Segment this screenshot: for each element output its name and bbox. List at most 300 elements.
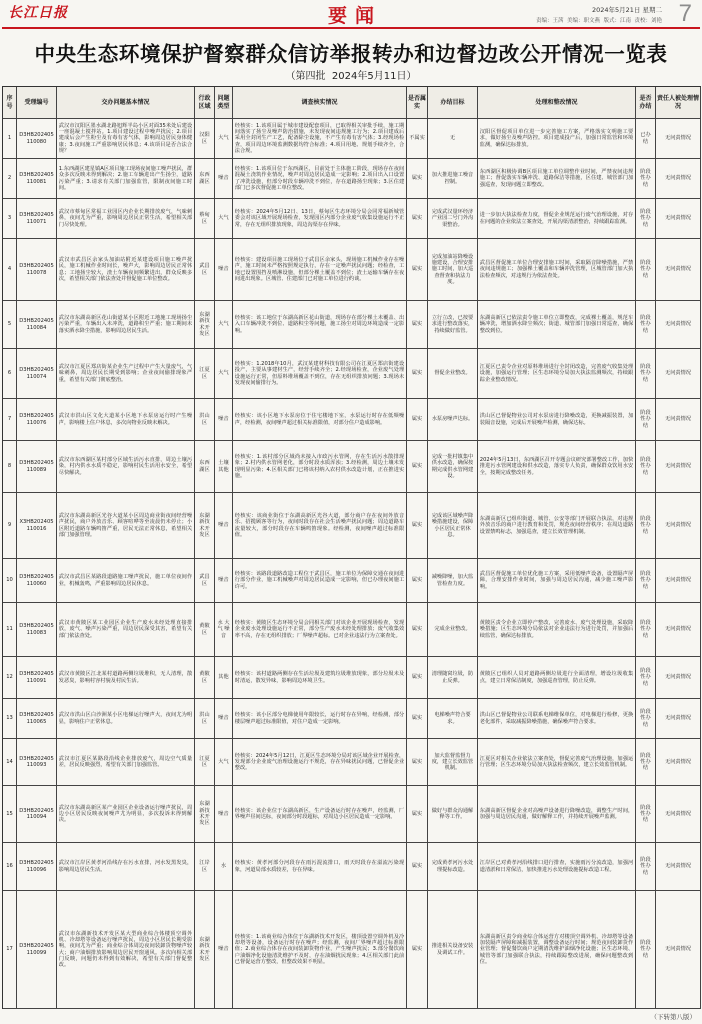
investigation-text: 经核实：该小区部分电梯使用年限较长，运行时存在异响，经检测，部分楼层噪声超过标准限值，对住户造成一定影响。 <box>234 712 405 725</box>
investigation-text: 经核实：该工地位于东湖高新区花山街道，现场存在部分裸土未覆盖、出入口车辆冲洗不到位、道路积尘等问题，施工扬尘对周边环境造成一定影响。 <box>234 315 405 334</box>
issue-summary-text: 武汉市黄陂区江北某村道路两侧垃圾堆积，无人清理，散发恶臭，影响村容村貌及村民生活。 <box>58 671 193 684</box>
cell-district <box>195 739 215 786</box>
status-text: 阶段性办结 <box>640 457 651 476</box>
cell-issue-summary <box>57 119 195 159</box>
cell-issue-summary <box>57 159 195 199</box>
column-header-verified: 是否属实 <box>407 87 428 119</box>
cell-case-id <box>17 493 57 559</box>
cell-target <box>428 843 478 891</box>
issue-type-text: 噪音 <box>218 522 229 529</box>
cell-status <box>636 559 656 603</box>
cell-case-id <box>17 441 57 493</box>
handling-text: 东湖高新区督促企业对高噪声设备进行降噪改造，调整生产时间，加强与周边居民沟通，做好解释工作，并持续开展噪声监测。 <box>479 807 634 820</box>
verified-text: 属实 <box>411 810 423 817</box>
cell-case-id <box>17 657 57 699</box>
cell-investigation <box>233 441 407 493</box>
district-text: 武昌区 <box>199 574 210 587</box>
row-number-text: 15 <box>6 810 13 817</box>
cell-case-id <box>17 739 57 786</box>
cell-target <box>428 119 478 159</box>
cell-issue-type <box>215 119 233 159</box>
issue-summary-text: 武汉市江夏区某路段沿线企业排放废气，周边空气质量差，居民反映强烈，希望有关部门加强监管。 <box>58 755 193 768</box>
target-text: 完成一批村镇集中供水改造，确保按期完成供水管网建设。 <box>431 453 474 479</box>
accountability-text: 无问责情况 <box>665 522 691 529</box>
data-table <box>2 86 701 1009</box>
status-text: 阶段性办结 <box>640 620 651 639</box>
cell-issue-type <box>215 739 233 786</box>
cell-status <box>636 159 656 199</box>
cell-handling <box>478 159 636 199</box>
cell-investigation <box>233 786 407 843</box>
cell-status <box>636 843 656 891</box>
cell-target <box>428 559 478 603</box>
district-text: 黄陂区 <box>199 671 210 684</box>
cell-district <box>195 159 215 199</box>
district-text: 蔡甸区 <box>199 212 210 225</box>
issue-type-text: 噪音 <box>218 175 229 182</box>
case-id-text: D3HB202405110099 <box>19 943 54 956</box>
status-text: 阶段性办结 <box>640 571 651 590</box>
issue-date: 2024年5月21日 星期二 <box>591 6 662 14</box>
cell-status <box>636 786 656 843</box>
issue-type-text: 噪音 <box>218 946 229 953</box>
cell-handling <box>478 493 636 559</box>
cell-accountability <box>656 891 701 1009</box>
cell-investigation <box>233 399 407 441</box>
cell-target <box>428 399 478 441</box>
column-header-status: 是否办结 <box>636 87 656 119</box>
target-text: 完成武汉量环经济产业园二号门外沟渠整治。 <box>431 209 474 228</box>
cell-district <box>195 399 215 441</box>
cell-accountability <box>656 559 701 603</box>
cell-verified <box>407 603 428 657</box>
table-row <box>3 699 701 739</box>
accountability-text: 无问责情况 <box>665 321 691 328</box>
cell-row-number <box>3 239 17 301</box>
cell-target <box>428 891 478 1009</box>
cell-investigation <box>233 493 407 559</box>
cell-accountability <box>656 119 701 159</box>
handling-text: 汉阳区督促项目单位进一步完善施工方案，严格落实文明施工要求，做好扬尘及噪声防控。项目建成投产后，加强日常监管和环境监测，确保达标排放。 <box>479 129 634 148</box>
issue-summary-text: 武汉市汉阳区墨水湖北路旭辉半岛小区对面35米处后建设一座混凝土搅拌站。1.项目建设过程中噪声扰民；2.项目建成后会产生粉尘及有毒有害气体，影响周边居民身体健康；3.夜间施工严重影响居民休息；4.该项目是否合法合规？ <box>58 122 193 154</box>
handling-text: 江岸区已对黄孝河沿线排口进行排查，实施雨污分流改造，加强河道清淤和日常保洁，加快推进污水处理设施提标改造工程。 <box>479 860 634 873</box>
cell-issue-summary <box>57 843 195 891</box>
case-id-text: D3HB202405110065 <box>19 712 54 725</box>
verified-text: 属实 <box>411 370 423 377</box>
verified-text: 属实 <box>411 946 423 953</box>
row-number-text: 10 <box>6 577 13 584</box>
accountability-text: 无问责情况 <box>665 370 691 377</box>
accountability-text: 无问责情况 <box>665 946 691 953</box>
handling-text: 东西湖区积极协调B区项目施工单位调整作业时间，严禁夜间违规施工；督促落实车辆冲洗、道路保洁等措施，区住建、城管部门加强巡查，发现问题立即整改。 <box>479 169 634 188</box>
cell-district <box>195 657 215 699</box>
cell-district <box>195 119 215 159</box>
cell-case-id <box>17 559 57 603</box>
accountability-text: 无问责情况 <box>665 175 691 182</box>
target-text: 电梯噪声符合要求。 <box>434 712 471 725</box>
table-row <box>3 739 701 786</box>
cell-accountability <box>656 349 701 399</box>
accountability-text: 无问责情况 <box>665 758 691 765</box>
target-text: 完成加油站降噪设施建设，合理安排施工时间，加大巡查督查和执法力度。 <box>431 253 474 285</box>
cell-verified <box>407 199 428 239</box>
cell-handling <box>478 657 636 699</box>
handling-text: 东湖高新区已依法责令施工单位立即整改，完成裸土覆盖，规范车辆冲洗，增加洒水降尘频次；街道、城管部门加强日常巡查，确保整改到位。 <box>479 315 634 334</box>
cell-accountability <box>656 699 701 739</box>
case-id-text: D3HB202405110074 <box>19 367 54 380</box>
table-row <box>3 843 701 891</box>
verified-text: 属实 <box>411 863 423 870</box>
issue-summary-text: 武汉市蔡甸区常福工业园区内企业长期排放废气，气味刺鼻，夜间尤为严重，影响周边居民正常生活，希望相关部门尽快处理。 <box>58 209 193 228</box>
cell-investigation <box>233 657 407 699</box>
row-number-text: 7 <box>7 416 12 423</box>
cell-handling <box>478 239 636 301</box>
cell-issue-type <box>215 843 233 891</box>
cell-accountability <box>656 657 701 699</box>
accountability-text: 无问责情况 <box>665 416 691 423</box>
table-row <box>3 786 701 843</box>
accountability-text: 无问责情况 <box>665 215 691 222</box>
status-text: 阶段性办结 <box>640 315 651 334</box>
column-header-target: 办结目标 <box>428 87 478 119</box>
issue-summary-text: 武汉市武昌区某路段道路施工噪声扰民，施工单位夜间作业，机械轰鸣，严重影响周边居民休息。 <box>58 574 193 587</box>
status-text: 阶段性办结 <box>640 668 651 687</box>
issue-summary-text: 武汉市东湖高新区光谷大道某小区周边商业街夜间经营噪声扰民，商户外放音乐、顾客喧哗等至凌晨仍未停止；小区附近道路车辆鸣笛严重，居民无法正常休息，希望相关部门加强管理。 <box>58 512 193 538</box>
case-id-text: D3HB202405110091 <box>19 671 54 684</box>
table-title: 中央生态环境保护督察群众信访举报转办和边督边改公开情况一览表 <box>34 42 668 66</box>
cell-verified <box>407 441 428 493</box>
investigation-text: 经核实：1.2018年10月，武汉某建材科技有限公司在江夏区郑店街建设投产，主要从事建材生产，经营手续齐全；2.经现场检查，企业废气处理设施运行正常，但原料堆场覆盖不到位，存在无组织排放问题；3.现场未发现夜间偷排行为。 <box>234 360 405 386</box>
cell-target <box>428 239 478 301</box>
cell-accountability <box>656 493 701 559</box>
table-row <box>3 399 701 441</box>
accountability-text: 无问责情况 <box>665 863 691 870</box>
cell-verified <box>407 239 428 301</box>
cell-verified <box>407 399 428 441</box>
table-row <box>3 441 701 493</box>
issue-summary-text: 武汉市东湖高新区某产业园区企业设备运行噪声扰民，周边小区居民反映夜间噪声尤为明显，多次投诉未得到解决。 <box>58 804 193 824</box>
row-number-text: 5 <box>7 321 12 328</box>
issue-summary-text: 武汉市江岸区黄孝河沿线存在污水直排，河水发黑发臭，影响周边居民生活。 <box>58 860 193 873</box>
handling-text: 洪山区已督促物业公司联系电梯维保单位，对电梯进行检修，更换老化部件，采取减振降噪措施，确保噪声符合要求。 <box>479 712 634 725</box>
cell-verified <box>407 559 428 603</box>
issue-type-text: 大气 <box>218 321 229 328</box>
header-rule <box>2 27 700 29</box>
cell-district <box>195 843 215 891</box>
cell-target <box>428 301 478 349</box>
cell-handling <box>478 301 636 349</box>
cell-investigation <box>233 199 407 239</box>
cell-case-id <box>17 159 57 199</box>
cell-accountability <box>656 239 701 301</box>
table-row <box>3 559 701 603</box>
cell-handling <box>478 603 636 657</box>
cell-issue-type <box>215 657 233 699</box>
target-text: 减噪降噪，加大监管检查力度。 <box>431 574 474 587</box>
cell-case-id <box>17 786 57 843</box>
cell-handling <box>478 559 636 603</box>
issue-type-text: 其他 <box>218 674 229 681</box>
cell-status <box>636 399 656 441</box>
cell-issue-type <box>215 493 233 559</box>
cell-handling <box>478 739 636 786</box>
column-header-accountability: 责任人被处理情况 <box>656 87 701 119</box>
row-number-text: 2 <box>7 175 12 182</box>
investigation-text: 经核实：该路段道路改造工程位于武昌区，施工单位为保障交通在夜间进行部分作业，施工机械噪声对周边居民造成一定影响，但已办理夜间施工许可。 <box>234 571 405 590</box>
investigation-text: 经核实：1.该村部分区域尚未接入市政污水管网，存在生活污水散排现象；2.村内供水管网老化，部分时段水质浑浊；3.经检测，周边土壤未发现明显污染；4.区相关部门已将该村纳入农村供水改造计划，正在推进实施。 <box>234 453 405 479</box>
cell-row-number <box>3 199 17 239</box>
issue-summary-text: 武汉市黄陂区某工业园区企业生产废水未经处理直接排放，废气、噪声污染严重，周边居民深受其害，希望有关部门依法查处。 <box>58 620 193 639</box>
case-id-text: D3HB202405110060 <box>19 574 54 587</box>
cell-status <box>636 119 656 159</box>
cell-investigation <box>233 739 407 786</box>
cell-investigation <box>233 843 407 891</box>
cell-issue-type <box>215 891 233 1009</box>
status-text: 阶段性办结 <box>640 709 651 728</box>
cell-accountability <box>656 199 701 239</box>
cell-status <box>636 891 656 1009</box>
cell-target <box>428 657 478 699</box>
handling-text: 武昌区督促施工单位合理安排施工时间，采取隔音降噪措施，严禁夜间违规施工；加强裸土覆盖和车辆冲洗管理，区城管部门加大执法检查频次，对违规行为依法查处。 <box>479 260 634 279</box>
cell-district <box>195 493 215 559</box>
district-text: 江夏区 <box>199 367 210 380</box>
case-id-text: D3HB202405110081 <box>19 172 54 185</box>
district-text: 东湖新技术开发区 <box>199 801 210 827</box>
cell-accountability <box>656 159 701 199</box>
row-number-text: 4 <box>7 266 12 273</box>
cell-issue-type <box>215 349 233 399</box>
cell-issue-summary <box>57 441 195 493</box>
accountability-text: 无问责情况 <box>665 266 691 273</box>
accountability-text: 无问责情况 <box>665 135 691 142</box>
cell-row-number <box>3 699 17 739</box>
cell-issue-type <box>215 399 233 441</box>
cell-issue-summary <box>57 349 195 399</box>
target-text: 加大推进施工噪音控制。 <box>431 172 474 185</box>
table-header-row <box>3 87 701 119</box>
case-id-text: X3HB202405110016 <box>19 519 54 532</box>
cell-verified <box>407 301 428 349</box>
target-text: 清理随窝垃圾，防止反弹。 <box>431 671 474 684</box>
handling-text: 洪山区已督促物业公司对水泵房进行降噪改造，更换减振装置，加装隔音设施，完成后开展噪声检测，确保达标。 <box>479 413 634 426</box>
target-text: 做好与群众沟通解释等工作。 <box>431 807 474 820</box>
cell-target <box>428 441 478 493</box>
accountability-text: 无问责情况 <box>665 463 691 470</box>
cell-issue-type <box>215 603 233 657</box>
editor-credits: 责编：王茜 美编：职文燕 版式：江南 责校：刘艳 <box>536 18 662 24</box>
cell-target <box>428 159 478 199</box>
cell-handling <box>478 199 636 239</box>
cell-status <box>636 441 656 493</box>
column-header-case-id: 受理编号 <box>17 87 57 119</box>
investigation-text: 经核实：建设项目施工现场位于武昌区余家头，现场施工机械作业存在噪声，施工时间未严格按照规定执行，存在一定噪声扰民问题；经检查，工地已设置围挡及喷淋设施，但部分裸土覆盖不到位；渣土运输车辆存在夜间进出现象。区城管、住建部门已对施工单位进行约谈。 <box>234 256 405 282</box>
handling-text: 东湖高新区已组织街道、城管、公安等部门开展联合执法，对违规外放音乐的商户进行教育和处罚，规范夜间经营秩序；在周边道路设置禁鸣标志，加强巡查，建立长效管理机制。 <box>479 516 634 535</box>
verified-text: 属实 <box>411 215 423 222</box>
table-row <box>3 119 701 159</box>
cell-status <box>636 699 656 739</box>
cell-issue-summary <box>57 786 195 843</box>
table-subtitle: （第四批 2024年5月11日） <box>285 71 417 82</box>
district-text: 黄陂区 <box>199 623 210 636</box>
cell-verified <box>407 493 428 559</box>
case-id-text: D3HB202405110083 <box>19 623 54 636</box>
issue-summary-text: 武汉市洪山区文化大道某小区地下水泵房运行时产生噪声，影响楼上住户休息，多次向物业反映未解决。 <box>58 413 193 426</box>
accountability-text: 无问责情况 <box>665 626 691 633</box>
issue-type-text: 大气 <box>218 135 229 142</box>
cell-target <box>428 699 478 739</box>
cell-investigation <box>233 349 407 399</box>
row-number-text: 9 <box>7 522 12 529</box>
cell-case-id <box>17 603 57 657</box>
handling-text: 进一步加大执法检查力度，督促企业规范运行废气治理设施，对存在问题的企业依法立案查处，开展沟渠清淤整治，持续跟踪监测。 <box>479 212 634 225</box>
district-text: 洪山区 <box>199 712 210 725</box>
column-header-district: 行政区域 <box>195 87 215 119</box>
cell-issue-summary <box>57 399 195 441</box>
cell-investigation <box>233 239 407 301</box>
target-text: 无 <box>449 135 456 142</box>
cell-district <box>195 301 215 349</box>
cell-row-number <box>3 891 17 1009</box>
row-number-text: 6 <box>7 370 12 377</box>
investigation-text: 经核实：该商业街位于东湖高新区光谷大道，部分商户存在夜间外放音乐、招揽顾客等行为，夜间时段存在社会生活噪声扰民问题；周边道路车流量较大，部分时段存在车辆鸣笛现象。经检测，夜间噪声超过标准限值。 <box>234 512 405 538</box>
cell-case-id <box>17 119 57 159</box>
cell-issue-type <box>215 441 233 493</box>
district-text: 东湖新技术开发区 <box>199 936 210 962</box>
investigation-text: 经核实：2024年5月12日、13日，蔡甸区生态环境分局会同常福新城管委会对该区域开展现场检查，发现园区内部分企业废气收集设施运行不正常，存在无组织排放现象，周边沟渠存在异味。 <box>234 209 405 228</box>
issue-type-text: 噪音 <box>218 810 229 817</box>
cell-investigation <box>233 159 407 199</box>
verified-text: 属实 <box>411 266 423 273</box>
issue-summary-text: 武汉市东湖高新区花山街道某小区附近工地施工现场扬尘污染严重，车辆出入未冲洗，道路积尘严重；施工期间未落实洒水降尘措施，影响周边居民生活。 <box>58 315 193 334</box>
cell-verified <box>407 119 428 159</box>
issue-summary-text: 武汉市江夏区郑店街某企业生产过程中产生大量废气，气味刺鼻，周边居民长期受到影响；企业夜间偷排现象严重，希望有关部门彻底整治。 <box>58 364 193 383</box>
case-id-text: D3HB202405110080 <box>19 132 54 145</box>
accountability-text: 无问责情况 <box>665 810 691 817</box>
target-text: 水泵房噪声达标。 <box>431 416 474 423</box>
cell-issue-summary <box>57 239 195 301</box>
verified-text: 属实 <box>411 674 423 681</box>
cell-row-number <box>3 559 17 603</box>
issue-summary-text: 武汉市武昌区余家头加油站附近某建设项目施工噪声扰民，施工机械作业时间长，噪声大，影响周边居民正常休息；工地扬尘较大，渣土车辆夜间频繁进出，群众反映多次，希望相关部门依法查处并督促施工单位整改。 <box>58 256 193 282</box>
issue-type-text: 水 <box>220 863 227 870</box>
cell-target <box>428 786 478 843</box>
cell-verified <box>407 349 428 399</box>
cell-issue-summary <box>57 603 195 657</box>
case-id-text: D3HB202405110096 <box>19 860 54 873</box>
cell-issue-summary <box>57 657 195 699</box>
cell-handling <box>478 699 636 739</box>
cell-issue-type <box>215 301 233 349</box>
cell-status <box>636 301 656 349</box>
cell-row-number <box>3 786 17 843</box>
cell-verified <box>407 843 428 891</box>
status-text: 阶段性办结 <box>640 804 651 824</box>
target-text: 加大监督监督力度，建立长效监管机制。 <box>431 752 474 772</box>
table-row <box>3 603 701 657</box>
cell-accountability <box>656 786 701 843</box>
investigation-text: 经核实：该企业位于东湖高新区，生产设备运行时存在噪声，经监测，厂界噪声昼间达标，夜间部分时段超标，对周边小区居民造成一定影响。 <box>234 807 405 820</box>
column-header-type: 问题类型 <box>215 87 233 119</box>
accountability-text: 无问责情况 <box>665 674 691 681</box>
issue-type-text: 噪音 <box>218 577 229 584</box>
cell-target <box>428 199 478 239</box>
issue-type-text: 土壤 其他 <box>218 460 229 473</box>
cell-accountability <box>656 301 701 349</box>
status-text: 阶段性办结 <box>640 410 651 429</box>
target-text: 完成黄孝河污水处理提标改造。 <box>431 860 474 873</box>
cell-accountability <box>656 739 701 786</box>
accountability-text: 无问责情况 <box>665 577 691 584</box>
cell-issue-type <box>215 699 233 739</box>
cell-district <box>195 603 215 657</box>
investigation-text: 经核实：1.该商业综合体位于东湖新技术开发区，楼顶设置空调外机及冷却塔等设备，设备运行时存在噪声；经监测，夜间厂界噪声超过标准限值；2.商业综合体存在夜间装卸货物作业，产生噪声扰民；3.部分餐饮商户油烟净化设施清洗维护不及时，存在油烟扰民现象；4.区相关部门此前已督促运营方整改，但整改效果不明显。 <box>234 933 405 965</box>
row-number-text: 1 <box>7 135 12 142</box>
cell-case-id <box>17 199 57 239</box>
cell-status <box>636 199 656 239</box>
cell-accountability <box>656 441 701 493</box>
cell-row-number <box>3 399 17 441</box>
district-text: 汉阳区 <box>199 132 210 145</box>
status-text: 阶段性办结 <box>640 752 651 772</box>
cell-investigation <box>233 119 407 159</box>
status-text: 阶段性办结 <box>640 516 651 535</box>
table-row <box>3 493 701 559</box>
cell-row-number <box>3 843 17 891</box>
target-text: 督促企业整改。 <box>434 370 471 377</box>
status-text: 阶段性办结 <box>640 940 651 959</box>
investigation-text: 经核实：该村道路两侧存在生活垃圾及建筑垃圾堆放现象，部分垃圾未及时清运，散发异味，影响周边环境卫生。 <box>234 671 405 684</box>
cell-district <box>195 559 215 603</box>
target-text: 完成该区域噪声降噪措施建设，保障小区居民正常休息。 <box>431 512 474 538</box>
row-number-text: 16 <box>6 863 13 870</box>
cell-target <box>428 493 478 559</box>
issue-summary-text: 武汉市洪山区白沙洲某小区电梯运行噪声大，夜间尤为明显，影响住户正常休息。 <box>58 712 193 725</box>
district-text: 江夏区 <box>199 755 210 768</box>
row-number-text: 8 <box>7 463 12 470</box>
column-header-issue: 交办问题基本情况 <box>57 87 195 119</box>
page-number: 7 <box>678 0 692 27</box>
cell-status <box>636 239 656 301</box>
case-id-text: D3HB202405110076 <box>19 413 54 426</box>
table-row <box>3 239 701 301</box>
district-text: 东西湖区 <box>199 460 210 473</box>
cell-verified <box>407 657 428 699</box>
row-number-text: 13 <box>6 715 13 722</box>
status-text: 已办结 <box>640 132 651 145</box>
cell-issue-summary <box>57 199 195 239</box>
case-id-text: D3HB202405110084 <box>19 318 54 331</box>
cell-issue-type <box>215 239 233 301</box>
verified-text: 不属实 <box>409 135 425 142</box>
verified-text: 属实 <box>411 577 423 584</box>
cell-target <box>428 739 478 786</box>
status-text: 阶段性办结 <box>640 209 651 228</box>
table-row <box>3 657 701 699</box>
status-text: 阶段性办结 <box>640 857 651 876</box>
investigation-text: 经核实：黄陂区生态环境分局会同相关部门对该企业开展现场检查，发现企业废水处理设施运行不正常，部分生产废水未经处理排放；废气收集效率不高，存在无组织排放；厂界噪声超标。已对企业违法行为立案查处。 <box>234 620 405 639</box>
district-text: 洪山区 <box>199 413 210 426</box>
continued-note: （下转第八版） <box>650 1013 696 1021</box>
cell-issue-summary <box>57 301 195 349</box>
cell-district <box>195 349 215 399</box>
cell-row-number <box>3 657 17 699</box>
section-title: 要闻 <box>327 5 382 27</box>
verified-text: 属实 <box>411 715 423 722</box>
cell-row-number <box>3 441 17 493</box>
status-text: 阶段性办结 <box>640 364 651 383</box>
issue-type-text: 大气 <box>218 215 229 222</box>
cell-investigation <box>233 301 407 349</box>
